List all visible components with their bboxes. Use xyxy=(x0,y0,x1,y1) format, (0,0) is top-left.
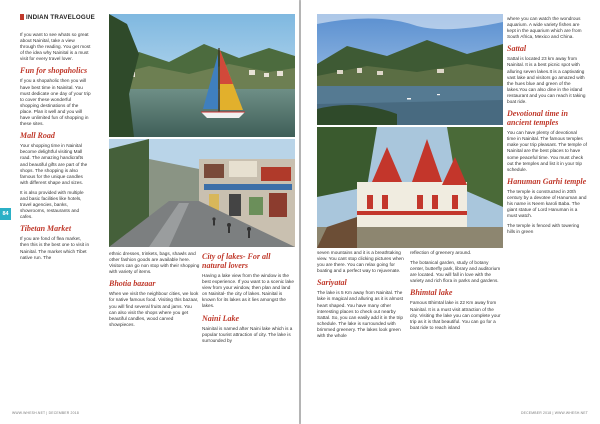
heading-tibetan-market: Tibetan Market xyxy=(20,224,72,234)
heading-naini-lake: Naini Lake xyxy=(202,313,240,323)
left-footer: WWW.WHESH.NET | DECEMBER 2018 xyxy=(12,411,79,415)
devotional-time-text: You can have plenty of devotional time in Nainital. The famous temples make your trip pleasant. The temple of Nainital are the best places to have some peaceful time. You must check out the temples and list it in your trip schedule. xyxy=(507,130,587,172)
heading-bhimtal-lake: Bhimtal lake xyxy=(410,288,453,298)
sattal-text: Sattal is located 23 km away from Nainital. It is a best picnic spot with alluring seven lakes.It is a captivating vast lake and visitors go amazed with the hues blue and green of the lakes.You can also dine in the island restaurant and you can reach it taking boat ride. xyxy=(507,56,586,105)
lake-panorama-photo xyxy=(317,14,503,125)
tibetan-market-text-cont: ethnic dresses, trinkets, bags, shawls and other fashion goods are available here. Visitors can go non stop with their shopping with variety of items. xyxy=(109,251,200,275)
heading-shopaholics: Fun for shopaholics xyxy=(20,66,88,76)
bhimtal-lake-text: Famous Bhimtal lake is 22 Km away from Nainital. It is a must visit attraction of the city. Visiting the lake you can complete your trip as it is that beautiful. You can go for a boat ride to reach island xyxy=(410,300,501,330)
right-page xyxy=(301,0,600,424)
sariyatal-text-cont: reflection of greenery around. xyxy=(410,250,472,255)
hanuman-garhi-text-1: The temple is constructed in 20th century by a devotee of Hanuman and his name is Neem karoli Baba. The giant statue of Lord Hanuman is a must watch. xyxy=(507,188,587,219)
right-footer: DECEMBER 2018 | WWW.WHESH.NET xyxy=(521,411,588,415)
temple-photo xyxy=(317,127,503,248)
lake-sailboat-photo xyxy=(109,14,295,137)
mall-road-text-2: It is also provided with multiple and basic facilities like hotels, travel agencies, banks, showrooms, restaurants and cafes. xyxy=(20,189,84,220)
right-column-2 xyxy=(410,250,502,335)
lake-panorama-image xyxy=(317,14,503,125)
naini-lake-text: Nainital is named after Naini lake which is a popular tourist attraction of city. The lake is surrounded by xyxy=(202,325,293,343)
tibetan-market-text: If you are fond of flea market, then this is the best one to visit in Nainital. The market which Tibet native run. The xyxy=(20,236,90,260)
mall-road-image xyxy=(109,139,295,247)
lake-sailboat-image xyxy=(109,14,295,137)
sariyatal-text: The lake is 5 Km away from Nainital. The lake is magical and alluring as it is almost heart shaped. You have many other interesting places to check out nearby Sattal. So, you can easily add it in the trip schedule. The lake is surrounded with brimmed greenery. The lakes look green with the whole xyxy=(317,290,403,339)
section-label: INDIAN TRAVELOGUE xyxy=(20,14,95,21)
botanical-garden-text: The botanical garden, study of botany center, butterfly park, library and auditorium are located. You will fall in love with the variety and rich flora in parks and gardens. xyxy=(410,260,501,284)
heading-sattal: Sattal xyxy=(507,44,527,54)
mall-road-text-1: Your shopping time in Nainital become delightful visiting Mall road. The amazing handicrafts and beautiful gifts are part of the shops. The shopping is also famous for the unique candles with different shape and sizes. xyxy=(20,143,88,185)
heading-sariyatal: Sariyatal xyxy=(317,278,347,288)
page-number-badge: 84 xyxy=(0,208,11,220)
left-column-1 xyxy=(20,32,91,265)
naini-lake-text-cont: seven mountains and it is a breathtaking view. You cant stop clicking pictures when you are there. You can relax going for boating and a perfect way to rejuvenate. xyxy=(317,250,404,274)
right-column-1 xyxy=(317,250,406,343)
left-column-3 xyxy=(202,249,294,348)
city-of-lakes-text: Having a lake view from the window is the best experience. If you want to a scenic lake view from your window, then plan and land on Nainital- the city of lakes. Nainital is known for its lakes as it lies amongst the lakes. xyxy=(202,273,294,309)
bhotia-bazaar-text: When we visit the neighbour cities, we look for native famous food. Visiting this bazaar, you will find several fruits and jams. You can also visit the shops where you get beautiful candles, wood carved showpieces. xyxy=(109,291,199,327)
intro-text: If you want to see whats so great about Nainital, take a view through the reading. You get most of the idea why Nainital is a must visit for every travel lover. xyxy=(20,32,91,62)
hanuman-garhi-text-2: The temple is fenced with towering hills in green xyxy=(507,223,580,235)
mall-road-photo xyxy=(109,139,295,247)
heading-bhotia-bazaar: Bhotia bazaar xyxy=(109,279,156,289)
temple-image xyxy=(317,127,503,248)
bhimtal-lake-text-cont: where you can watch the wondrous aquarium. A wide variety fishes are kept in the aquarium which are from South Africa, Mexico and China. xyxy=(507,16,582,40)
heading-city-of-lakes: City of lakes- For all natural lovers xyxy=(202,252,271,270)
left-column-2 xyxy=(109,251,200,332)
left-page xyxy=(0,0,299,424)
heading-hanuman-garhi: Hanuman Garhi temple xyxy=(507,176,587,186)
heading-devotional-time: Devotional time in ancient temples xyxy=(507,109,568,128)
right-column-3 xyxy=(507,16,587,239)
shopaholics-text: If you a shopaholic then you will have best time in Nainital. You must dedicate one day of your trip to cover these wonderful shopping destinations of the place. Plan it well and you will have unlimited fun of shopping in these sites. xyxy=(20,78,91,127)
heading-mall-road: Mall Road xyxy=(20,131,55,141)
